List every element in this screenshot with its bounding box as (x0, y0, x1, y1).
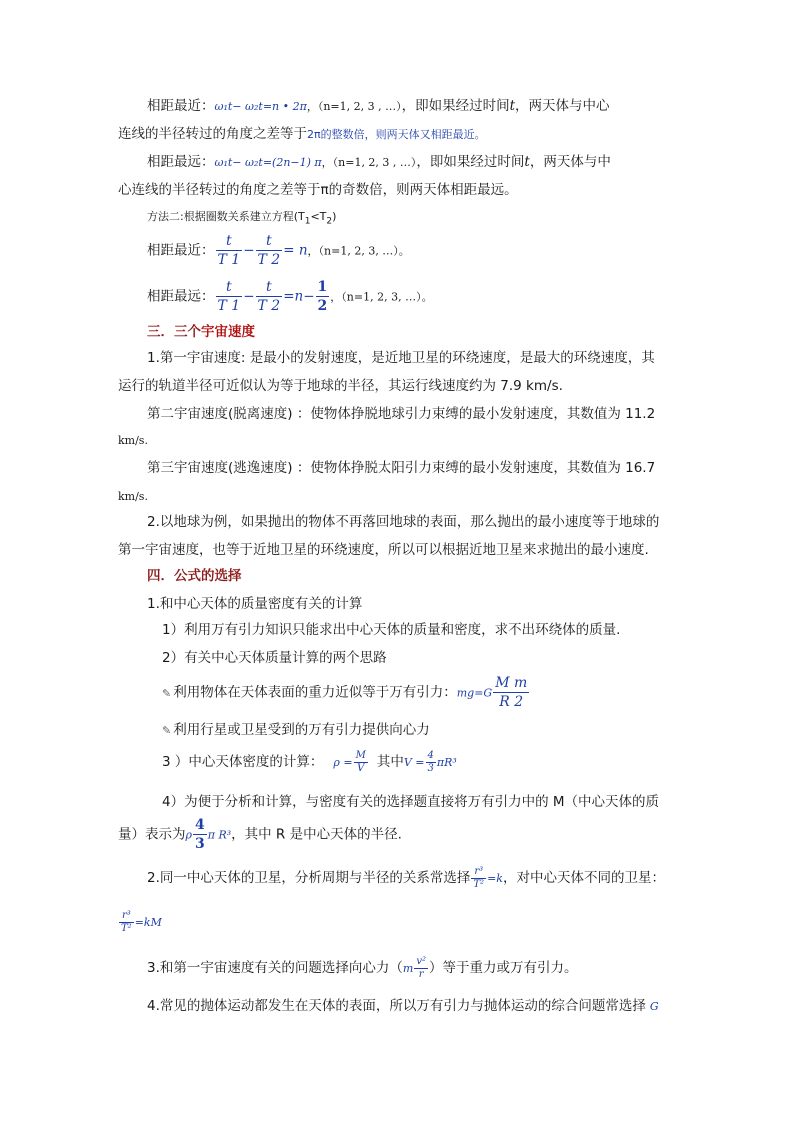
paragraph-two-2 (118, 540, 649, 560)
text: 利用物体在天体表面的重力近似等于万有引力： (173, 684, 457, 701)
minus: − (243, 288, 255, 305)
range: ，（n=1, 2, 3 , …） (306, 100, 402, 113)
text: 4）为便于分析和计算，与密度有关的选择题直接将万有引力中的 M（中心天体的质 (162, 794, 660, 810)
range: ，（n=1, 2, 3, …）。 (330, 290, 433, 304)
method-two-line (147, 206, 336, 232)
numerator: t (216, 232, 243, 251)
heading-text: 三．三个 (147, 324, 201, 340)
text: <T (310, 210, 327, 223)
numerator: t (256, 278, 283, 297)
radius-term: π R³ (207, 828, 232, 842)
numerator: 4 (194, 817, 205, 833)
denominator: T² (473, 878, 485, 890)
label: 相距最近： (147, 242, 215, 259)
denominator: T² (121, 922, 132, 934)
label: 相距最远： (147, 154, 215, 170)
text: ，两天体与中心 (515, 98, 610, 114)
numerator: v² (416, 955, 426, 967)
formula-item-two-b (118, 904, 162, 941)
equals: =kM (134, 916, 162, 929)
denominator: 2 (317, 298, 328, 314)
text: 2.同一中心天体的卫星，分析周期与半径的关系常选择 (147, 870, 471, 886)
denominator: 3 (427, 762, 434, 774)
range: ，（n=1, 2, 3, …）。 (307, 244, 410, 258)
first-cosmic-velocity (147, 348, 655, 368)
rho: ρ (185, 828, 192, 842)
numerator: 1 (317, 279, 328, 295)
text: 第二宇宙速度(脱离速度) ：使物体挣脱地球引力束缚的最小发射速度，其数值为 11.2 (147, 406, 656, 422)
equals: =n− (283, 288, 315, 305)
label: 相距最近： (147, 98, 215, 114)
equals: =k (487, 872, 503, 885)
text: ) (332, 210, 337, 223)
formula-item-one-c (162, 674, 530, 712)
second-cosmic-velocity (147, 404, 655, 424)
third-cosmic-velocity-2 (118, 486, 148, 507)
text: 1.和中心天体的质量密度有关的计算 (147, 596, 363, 612)
numerator: t (216, 278, 243, 297)
far-equation-line (147, 278, 433, 316)
gravitational-constant: G (649, 1000, 659, 1013)
subscript: 1 (304, 216, 311, 227)
t: t (524, 154, 530, 170)
numerator: r³ (119, 910, 134, 923)
text: 方法二:根据圈数关系建立方程(T (147, 210, 305, 223)
section-four-heading (147, 566, 242, 586)
text: 其中 (376, 754, 404, 770)
formula-item-one-d (162, 720, 430, 741)
fraction (354, 750, 368, 775)
denominator: 3 (194, 836, 205, 852)
text: 3.和第一宇宙速度有关的问题选择向心力（ (147, 960, 403, 976)
text: km/s. (118, 434, 148, 447)
formula-item-three (147, 950, 578, 987)
fraction (493, 674, 529, 711)
heading-text: 四．公式的选择 (147, 568, 242, 584)
text: ）等于重力或万有引力。 (429, 960, 578, 976)
fraction (471, 866, 486, 891)
text: ，对中心天体不同的卫星： (502, 870, 665, 886)
text: 4.常见的抛体运动都发生在天体的表面，所以万有引力与抛体运动的综合问题常选择 (147, 998, 646, 1014)
text: km/s. (118, 490, 148, 503)
near-equation-line (147, 232, 410, 270)
numerator: r³ (471, 866, 486, 879)
denominator: T 2 (257, 298, 281, 314)
denominator: R 2 (499, 694, 524, 710)
denominator: r (418, 968, 424, 980)
denominator: T 1 (217, 298, 241, 314)
mass: m (402, 962, 414, 975)
formula-lhs: mg=G (456, 686, 493, 700)
radius-term: πR³ (436, 756, 457, 769)
formula: ω₁t− ω₂t=(2n−1) π (214, 156, 322, 169)
section-three-heading (147, 322, 255, 342)
text: 2.以地球为例，如果抛出的物体不再落回地球的表面，那么抛出的最小速度等于地球的 (147, 514, 660, 530)
fraction (256, 278, 283, 315)
numerator: t (256, 232, 283, 251)
formula-item-two (147, 860, 665, 897)
equals: = n (283, 242, 308, 259)
denominator: T 2 (257, 252, 281, 268)
value: 2π的整数倍，则两天体又相距最近。 (307, 128, 486, 141)
near-condition-line (147, 96, 610, 117)
minus: − (243, 242, 255, 259)
formula-item-four (147, 996, 659, 1017)
fraction (119, 910, 134, 935)
third-cosmic-velocity (147, 458, 655, 478)
pencil-icon: ✎ (162, 686, 172, 700)
denominator: T 1 (217, 252, 241, 268)
text: 利用行星或卫星受到的万有引力提供向心力 (173, 722, 430, 738)
formula-item-one (147, 594, 362, 614)
text: 1.第一宇宙速度: 是最小的发射速度，是近地卫星的环绕速度，是最大的环绕速度，其 (147, 350, 655, 366)
fraction (216, 232, 243, 269)
formula: ω₁t− ω₂t=n • 2π (214, 100, 307, 113)
far-condition-line (147, 152, 611, 173)
text: 心连线的半径转过的角度之差等于π的奇数倍，则两天体相距最远。 (118, 182, 518, 198)
text: ，即如果经过时间 (416, 154, 525, 170)
fraction (414, 956, 428, 981)
text: 3 ）中心天体密度的计算： (162, 754, 324, 770)
far-condition-line-2 (118, 180, 518, 200)
fraction (256, 232, 283, 269)
paragraph-two (147, 512, 659, 532)
formula-item-one-b (162, 648, 387, 668)
half-fraction (316, 278, 330, 315)
numerator: M m (495, 675, 528, 691)
formula-item-one-g (118, 816, 402, 854)
text: 运行的轨道半径可近似认为等于地球的半径，其运行线速度约为 7.9 km/s. (118, 378, 563, 394)
text: ，即如果经过时间 (401, 98, 510, 114)
formula-item-one-f (162, 792, 659, 812)
text: 量）表示为 (118, 826, 186, 843)
text: ，其中 R 是中心天体的半径. (231, 826, 402, 843)
rho: ρ = (333, 756, 353, 769)
near-condition-line-2 (118, 124, 486, 145)
first-cosmic-velocity-2 (118, 376, 563, 396)
label: 相距最远： (147, 288, 215, 305)
text: 连线的半径转过的角度之差等于 (118, 126, 307, 142)
pencil-icon: ✎ (162, 724, 172, 737)
text: ，两天体与中 (529, 154, 611, 170)
fraction (426, 750, 436, 775)
t: t (509, 98, 516, 114)
numerator: M (355, 749, 366, 761)
heading-highlight: 宇宙速度 (201, 324, 255, 340)
text: 第一宇宙速度，也等于近地卫星的环绕速度，所以可以根据近地卫星来求抛出的最小速度. (118, 542, 649, 558)
fraction (216, 278, 243, 315)
subscript: 2 (326, 216, 333, 227)
numerator: 4 (427, 749, 434, 761)
fraction (193, 816, 207, 853)
formula-item-one-e (162, 744, 457, 781)
text: 第三宇宙速度(逃逸速度) ：使物体挣脱太阳引力束缚的最小发射速度，其数值为 16.7 (147, 460, 656, 476)
text: 2）有关中心天体质量计算的两个思路 (162, 650, 387, 666)
denominator: V (357, 762, 365, 774)
range: ，（n=1, 2, 3 , …） (321, 156, 417, 169)
volume: V = (403, 756, 425, 769)
formula-item-one-a (162, 620, 620, 640)
text: 1）利用万有引力知识只能求出中心天体的质量和密度，求不出环绕体的质量. (162, 622, 621, 638)
second-cosmic-velocity-2 (118, 430, 148, 451)
